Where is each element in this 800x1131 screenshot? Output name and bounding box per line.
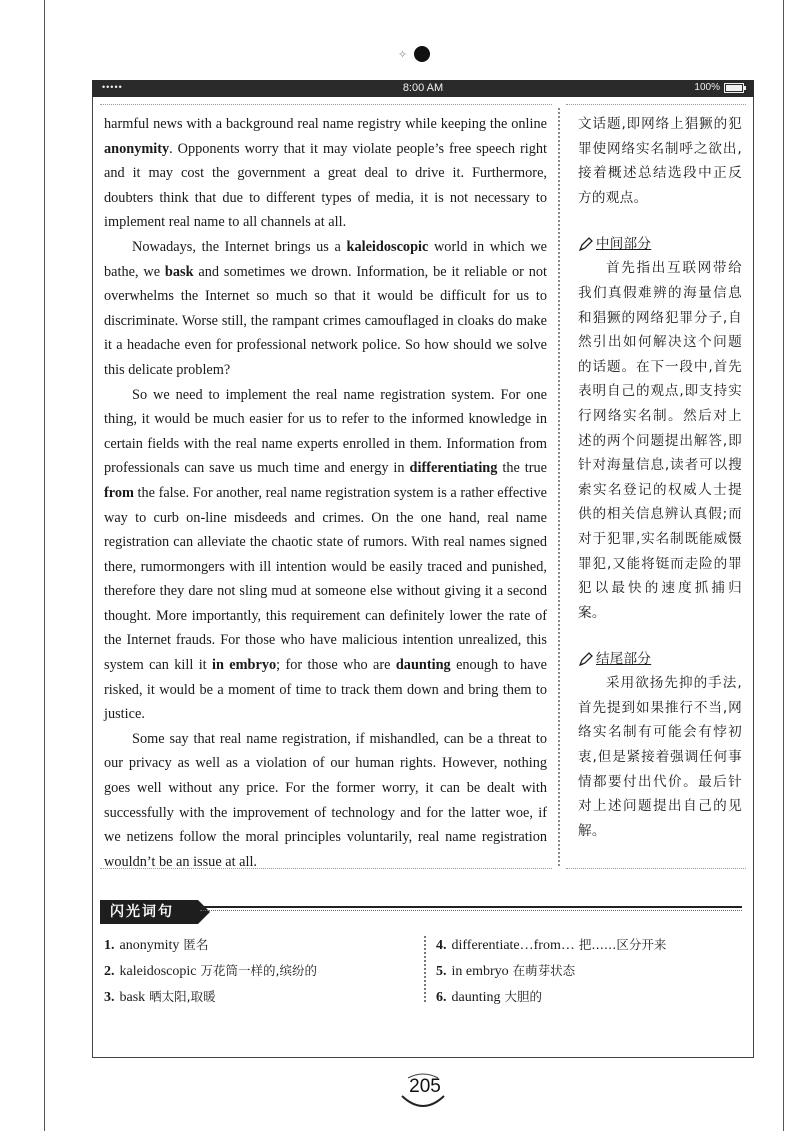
vocab-item: 2. kaleidoscopic 万花筒一样的,缤纷的 [104,963,317,979]
essay-text-run: enough to have risked, it would be a moment of time to track them down and bring them to justice. [104,657,547,723]
keyword: daunting [395,657,451,674]
essay-text-run: and sometimes we drown. Information, be it reliable or not overwhelms the Internet so much so that it would be difficult for us to discriminate. Worse still, the rampant crimes camouflaged in cloaks do make it a headache even for professional network police. So how should we solve this delicate problem? [104,263,548,378]
divider [566,868,746,869]
divider [200,906,742,908]
essay-text-run: Some say that real name registration, if mishandled, can be a threat to our privacy as well as a violation of our human rights. However, nothing goes well without any price. For the former worry, it can be dealt with successfully with the improvement of technology and for the latter woe, if we netizens follow the moral principles voluntarily, real name registration wouldn’t be an issue at all. [104,730,547,870]
status-bar [92,80,754,97]
battery-icon [724,83,744,93]
essay-text-run: harmful news with a background real name registry while keeping the online [104,116,547,132]
divider [566,104,746,105]
signal-icon: ••••• [102,82,123,92]
battery-status [694,82,744,93]
essay-text-run: ; for those who are [276,657,396,674]
left-margin-rule [44,0,45,1131]
middle-section-heading [578,232,742,256]
essay-paragraph [104,235,547,383]
battery-percent: 100% [694,82,720,93]
divider [200,910,742,911]
keyword: in embryo [212,657,277,674]
essay-text-run: So we need to implement the real name registration system. For one thing, it would be much easier for us to refer to the informed knowledge in certain fields with the real name experts enrolled in them. Information from professionals can save us much time and energy in [104,386,547,477]
keyword: anonymity [104,140,170,157]
vocab-item: 5. in embryo 在萌芽状态 [436,963,576,979]
ending-section-heading [578,647,742,671]
keyword: differentiating [409,460,498,477]
vocab-list-right [436,932,666,1010]
sidebar-commentary [578,112,742,843]
sidebar-intro: 文话题,即网络上猖獗的犯罪使网络实名制呼之欲出,接着概述总结选段中正反方的观点。 [578,116,742,206]
vocab-column-divider [424,936,426,1002]
essay-text-run: world in which we bathe, we [104,238,548,280]
middle-heading-label: 中间部分 [596,236,652,253]
camera-flash-icon: ✧ [398,48,408,61]
essay-paragraph [104,727,547,875]
ending-heading-label: 结尾部分 [596,651,652,668]
keyword: from [104,484,134,501]
vocab-item: 4. differentiate…from… 把……区分开来 [436,937,667,953]
page-number: 205 [409,1076,441,1097]
essay-paragraph [104,383,547,727]
vocab-item: 1. anonymity 匿名 [104,937,209,953]
essay-paragraph [104,112,547,235]
vocab-list-left [104,932,317,1010]
screen-frame-right [753,97,754,1057]
middle-section-text: 首先指出互联网带给我们真假难辨的海量信息和猖獗的网络犯罪分子,自然引出如何解决这个问题的话题。在下一段中,首先表明自己的观点,即支持实行网络实名制。然后对上述的两个问题提出解答,即针对海量信息,读者可以搜索实名登记的权威人士提供的相关信息辨认真假;而对于犯罪,实名制既能威慑罪犯,又能将铤而走险的罪犯以最快的速度抓捕归案。 [578,260,742,621]
ending-section-text: 采用欲扬先抑的手法,首先提到如果推行不当,网络实名制有可能会有悖初衷,但是紧接着强调任何事情都要付出代价。最后针对上述问题提出自己的见解。 [578,675,742,839]
camera-icon [414,46,430,62]
divider [100,104,552,105]
right-margin-rule [783,0,784,1131]
essay-text-run: . Opponents worry that it may violate people’s free speech right and it may cost the government a great deal to drive it. Furthermore, doubters think that due to different types of media, it is not necessary to implement real name to all channels at all. [104,140,547,231]
essay-text [104,112,547,874]
keyword: bask [164,263,194,280]
pen-icon [578,236,594,252]
keyword: kaleidoscopic [346,238,429,255]
vocab-item: 6. daunting 大胆的 [436,989,543,1005]
essay-text-run: Nowadays, the Internet brings us a [132,238,347,255]
screen-frame-left [92,97,93,1057]
screen-frame-bottom [92,1057,754,1058]
pen-icon [578,651,594,667]
vocab-item: 3. bask 晒太阳,取暖 [104,989,216,1005]
essay-text-run: the true [497,460,547,477]
status-time: 8:00 AM [402,82,444,94]
vocab-title: 闪光词句 [110,904,174,920]
essay-text-run: the false. For another, real name registration system is a rather effective way to curb on-line misdeeds and crimes. On the one hand, real name registration can alleviate the chaotic state of rumors. With real names signed there, rumormongers with ill intention would be easily traced and punished, therefore they dare not sling mud at someone else without giving it a second thought. More importantly, this requirement can definitely lower the rate of the Internet frauds. For those who have malicious intention unrealized, this system can kill it [104,484,547,674]
column-divider [558,108,560,866]
